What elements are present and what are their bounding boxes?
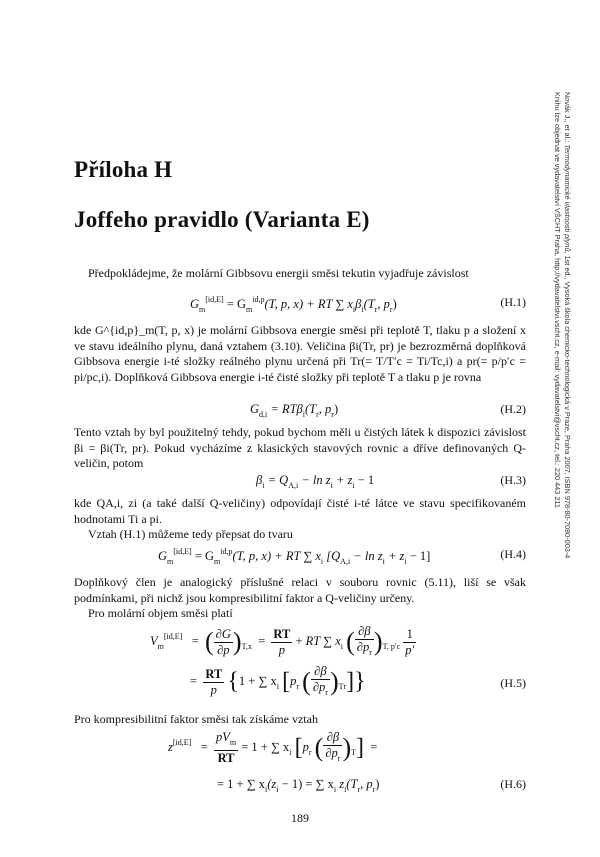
equation-number-h4: (H.4): [500, 547, 526, 561]
equation-h2: [74, 402, 526, 422]
eq6-lparen: (: [314, 733, 324, 762]
eq1-tail-sub2: r: [389, 305, 393, 314]
eq5-one: 1: [403, 627, 416, 643]
eq5-eq: =: [191, 633, 199, 648]
eq5-sub-tx: T,x: [241, 641, 252, 651]
eq6-line2-i: i: [265, 785, 268, 794]
eq5-line2-r: r: [296, 681, 300, 691]
paragraph-intro: Předpokládejme, že molární Gibbsovu energii směsi tekutin vyjadřuje závislost: [88, 266, 469, 280]
eq3-rest3: + z: [332, 473, 353, 487]
eq4-sub: m: [167, 557, 174, 566]
equation-h6: [74, 730, 526, 800]
eq4-rest3: [Q: [323, 549, 341, 563]
eq6-rt: RT: [217, 751, 235, 765]
citation-publication: 1st ed., Vysoká škola chemicko-technologická v Praze, Praha 2007, ISBN 978-80-7080-003-4: [563, 255, 572, 559]
eq1-rhs-rest: (T, p, x) + RT ∑ x: [264, 297, 353, 311]
paragraph-rewrite: Vztah (H.1) můžeme tedy přepsat do tvaru: [88, 527, 293, 541]
eq5-line2-a: 1 + ∑ x: [238, 673, 277, 688]
eq6-line2-tail2: (T: [346, 777, 358, 791]
eq4-rest2: (T, p, x) + RT ∑ x: [232, 549, 321, 563]
eq6-line2-tail3: , p: [360, 777, 373, 791]
equation-h5: [74, 624, 526, 708]
equation-number-h6: (H.6): [500, 777, 526, 791]
eq6-eq: =: [200, 739, 208, 754]
eq5-dbeta-dpr: [355, 624, 374, 660]
eq6-r2: r: [337, 754, 341, 763]
eq5-dg-dp: [214, 627, 233, 658]
eq5-line2-i: i: [276, 681, 279, 691]
eq6-p: p: [302, 739, 309, 754]
equation-number-h5: (H.5): [500, 676, 526, 690]
equation-h4: [74, 547, 526, 567]
chapter-heading: Příloha H: [74, 157, 173, 182]
eq4-sup: [id,E]: [173, 547, 192, 556]
eq1-rhs-sub: m: [246, 305, 253, 314]
eq5-lparen: (: [205, 627, 214, 656]
eq2-rest: = RTβ: [267, 402, 303, 416]
eq1-beta: β: [355, 297, 362, 311]
eq5-one-pc: [403, 627, 416, 658]
eq5-rparen3: ): [329, 667, 339, 696]
eq6-line2-end: − 1) = ∑ x: [278, 777, 334, 791]
eq5-m: m: [157, 641, 164, 651]
eq2-rest3: , p: [318, 402, 332, 416]
paragraph-additional-term: Doplňkový člen je analogický příslušné relaci v souboru rovnic (5.11), liší se však podmínkami, při nichž jsou kompresibilitní faktor a Q-veličiny určeny.: [74, 575, 526, 605]
eq5-rt-p: [271, 627, 292, 658]
eq5-dg: ∂G: [215, 626, 231, 641]
eq6-tr: T: [351, 747, 357, 757]
eq2-sub: d,i: [259, 410, 268, 419]
eq1-close: ): [392, 297, 397, 311]
section-title: Joffeho pravidlo (Varianta E): [74, 207, 370, 232]
eq3-rest: = Q: [264, 473, 289, 487]
eq5-pc: p′: [405, 642, 415, 657]
eq2-sub4: r: [331, 410, 334, 419]
eq5-rt2: RT: [205, 666, 223, 681]
eq5-dbeta2: ∂β: [314, 664, 327, 678]
eq5-r: r: [369, 648, 372, 657]
eq6-sup: [id,E]: [172, 737, 192, 747]
paragraph-applicability: Tento vztah by byl použitelný tehdy, pokud bychom měli u čistých látek k dispozici závislost βi = βi(Tr, pr). Pokud vycházíme z klasických stavových rovnic a dříve definovaných Q-veličin, potom: [74, 425, 526, 470]
eq3-rest4: − 1: [354, 473, 375, 487]
eq6-line2-mid: (z: [267, 777, 277, 791]
equation-h3: [74, 473, 526, 493]
equation-h1: [74, 295, 526, 315]
paragraph-molar-volume: Pro molární objem směsi platí: [88, 606, 233, 620]
eq6-dbeta: ∂β: [326, 730, 340, 744]
eq5-dbeta-dpr2: [311, 664, 330, 700]
eq6-i: i: [289, 747, 292, 757]
eq5-line2-tr: r: [343, 681, 347, 691]
eq6-eqend: =: [370, 739, 378, 754]
eq3-sub: i: [262, 481, 265, 490]
eq5-rbrace: }: [354, 668, 366, 695]
paragraph-definitions: kde G^{id,p}_m(T, p, x) je molární Gibbsova energie směsi při teplotě T, tlaku p a složení x ve stavu ideálního plynu, daná vztahem (3.10). Veličina βi(Tr, pr) je bezrozměrná doplňková Gibbsova energie i-té složky reálného plynu určená při Tr(= T/T′c = Ti/Tc,i) a pr(= p/p′c = pi/pc,i). Doplňková Gibbsova energie i-té čisté složky při teplotě T a tlaku p je rovna: [74, 323, 526, 384]
eq5-dp: ∂p: [217, 642, 230, 657]
eq5-plus: +: [295, 633, 303, 648]
eq6-lbracket: [: [294, 734, 303, 761]
eq5-dpr: ∂p: [356, 640, 370, 654]
eq4-g: G: [158, 549, 168, 563]
eq3-sub2: A,i: [288, 481, 299, 490]
eq5-line2-eq: =: [190, 673, 198, 688]
eq1-tail-end: , p: [377, 297, 390, 311]
citation-line: [563, 92, 573, 652]
eq2-sub2: i: [302, 410, 305, 419]
eq2-rest4: ): [333, 402, 339, 416]
eq5-lbrace: {: [227, 668, 239, 695]
eq3-sub4: i: [352, 481, 355, 490]
eq5-sub-tr: T, p′: [382, 641, 397, 651]
eq2-rest2: (T: [305, 402, 317, 416]
eq6-line2-i3: i: [333, 785, 337, 794]
eq5-lparen2: (: [346, 627, 355, 656]
eq5-rt-p2: [203, 667, 224, 698]
eq6-pv: pV: [216, 730, 230, 744]
eq6-z: z: [168, 739, 173, 754]
eq4-sub5: i: [382, 557, 385, 566]
eq5-rbracket: ]: [346, 668, 355, 695]
eq6-line2-r: r: [357, 785, 361, 794]
eq6-line2-tail: z: [336, 777, 345, 791]
eq6-line2-i4: i: [344, 785, 347, 794]
eq1-lhs-sub: m: [199, 305, 206, 314]
page-number: 189: [291, 811, 309, 825]
eq4-rest6: − 1]: [406, 549, 431, 563]
eq2-sub3: r: [316, 410, 319, 419]
eq5-lbracket: [: [282, 668, 291, 695]
eq4-sub4: A,i: [340, 557, 351, 566]
eq6-rbracket: ]: [356, 734, 365, 761]
eq4-sub2: m: [214, 557, 221, 566]
eq6-rparen: ): [342, 733, 352, 762]
paragraph-q-quantities: kde QA,i, zi (a také další Q-veličiny) odpovídají čisté i-té látce ve stavu specifikovaném hodnotami Ti a pi.: [74, 496, 526, 526]
equation-number-h1: (H.1): [500, 295, 526, 309]
eq5-line2-p: p: [290, 673, 297, 688]
eq3-sub3: i: [330, 481, 333, 490]
citation-author: Novák J., et al.:: [563, 92, 572, 143]
eq1-term-sub: i: [352, 305, 356, 314]
eq3-rest2: − ln z: [298, 473, 331, 487]
eq6-r: r: [308, 747, 312, 757]
eq5-sum: RT ∑ x: [305, 633, 341, 648]
eq2-g: G: [250, 402, 260, 416]
eq6-eq1: = 1 + ∑ x: [241, 739, 290, 754]
eq5-p2: p: [210, 682, 217, 697]
eq5-p: p: [278, 642, 286, 657]
eq4-rest4: − ln z: [350, 549, 383, 563]
eq5-rparen2: ): [373, 627, 383, 656]
eq6-line2: = 1 + ∑ x: [217, 777, 266, 791]
eq6-line2-i2: i: [276, 785, 279, 794]
eq4-rest5: + z: [384, 549, 405, 563]
eq5-eq2: =: [258, 633, 266, 648]
ordering-line: Knihu lze objednat ve vydavatelství VŠCHT Praha, http://vydavatelstvi.vscht.cz, e-mail: vydavatelstvi@vscht.cz, tel.: 220 443 211: [553, 92, 563, 508]
eq5-dpr2: ∂p: [312, 680, 326, 694]
eq1-rhs: = G: [226, 297, 247, 311]
eq4-sub6: i: [404, 557, 407, 566]
eq5-dbeta: ∂β: [358, 624, 371, 638]
eq5-c: c: [396, 641, 401, 651]
paragraph-compressibility: Pro kompresibilitní faktor směsi tak získáme vztah: [74, 712, 318, 726]
eq6-pv-rt: [214, 730, 238, 766]
eq3-beta: β: [256, 473, 263, 487]
equation-number-h3: (H.3): [500, 473, 526, 487]
eq1-tail: (T: [363, 297, 375, 311]
eq5-lparen3: (: [302, 667, 311, 696]
eq5-r2: r: [325, 688, 328, 697]
eq5-rt: RT: [273, 626, 291, 641]
eq1-rhs-sup: id,p: [252, 295, 265, 304]
eq5-line2-t: T: [338, 681, 344, 691]
eq5-v: V: [150, 633, 158, 648]
eq6-line2-r2: r: [372, 785, 376, 794]
eq5-sup: [id,E]: [163, 631, 183, 641]
citation-work-title: Termodynamické vlastnosti plynů,: [563, 144, 572, 254]
eq6-dp: ∂p: [325, 746, 338, 760]
eq4-rest: = G: [191, 549, 215, 563]
eq5-rparen: ): [232, 627, 242, 656]
side-citation-note: [553, 92, 572, 652]
eq6-m: m: [229, 738, 237, 747]
eq4-sup2: id,p: [220, 547, 233, 556]
eq6-line2-tail4: ): [375, 777, 380, 791]
eq1-tail-sub: r: [374, 305, 378, 314]
eq1-beta-sub: i: [361, 305, 364, 314]
equation-number-h2: (H.2): [500, 402, 526, 416]
eq5-i: i: [340, 641, 343, 651]
eq1-lhs: G: [190, 297, 200, 311]
eq4-sub3: i: [320, 557, 324, 566]
eq1-lhs-sup: [id,E]: [205, 295, 224, 304]
eq6-dbeta-dp: [323, 730, 342, 766]
